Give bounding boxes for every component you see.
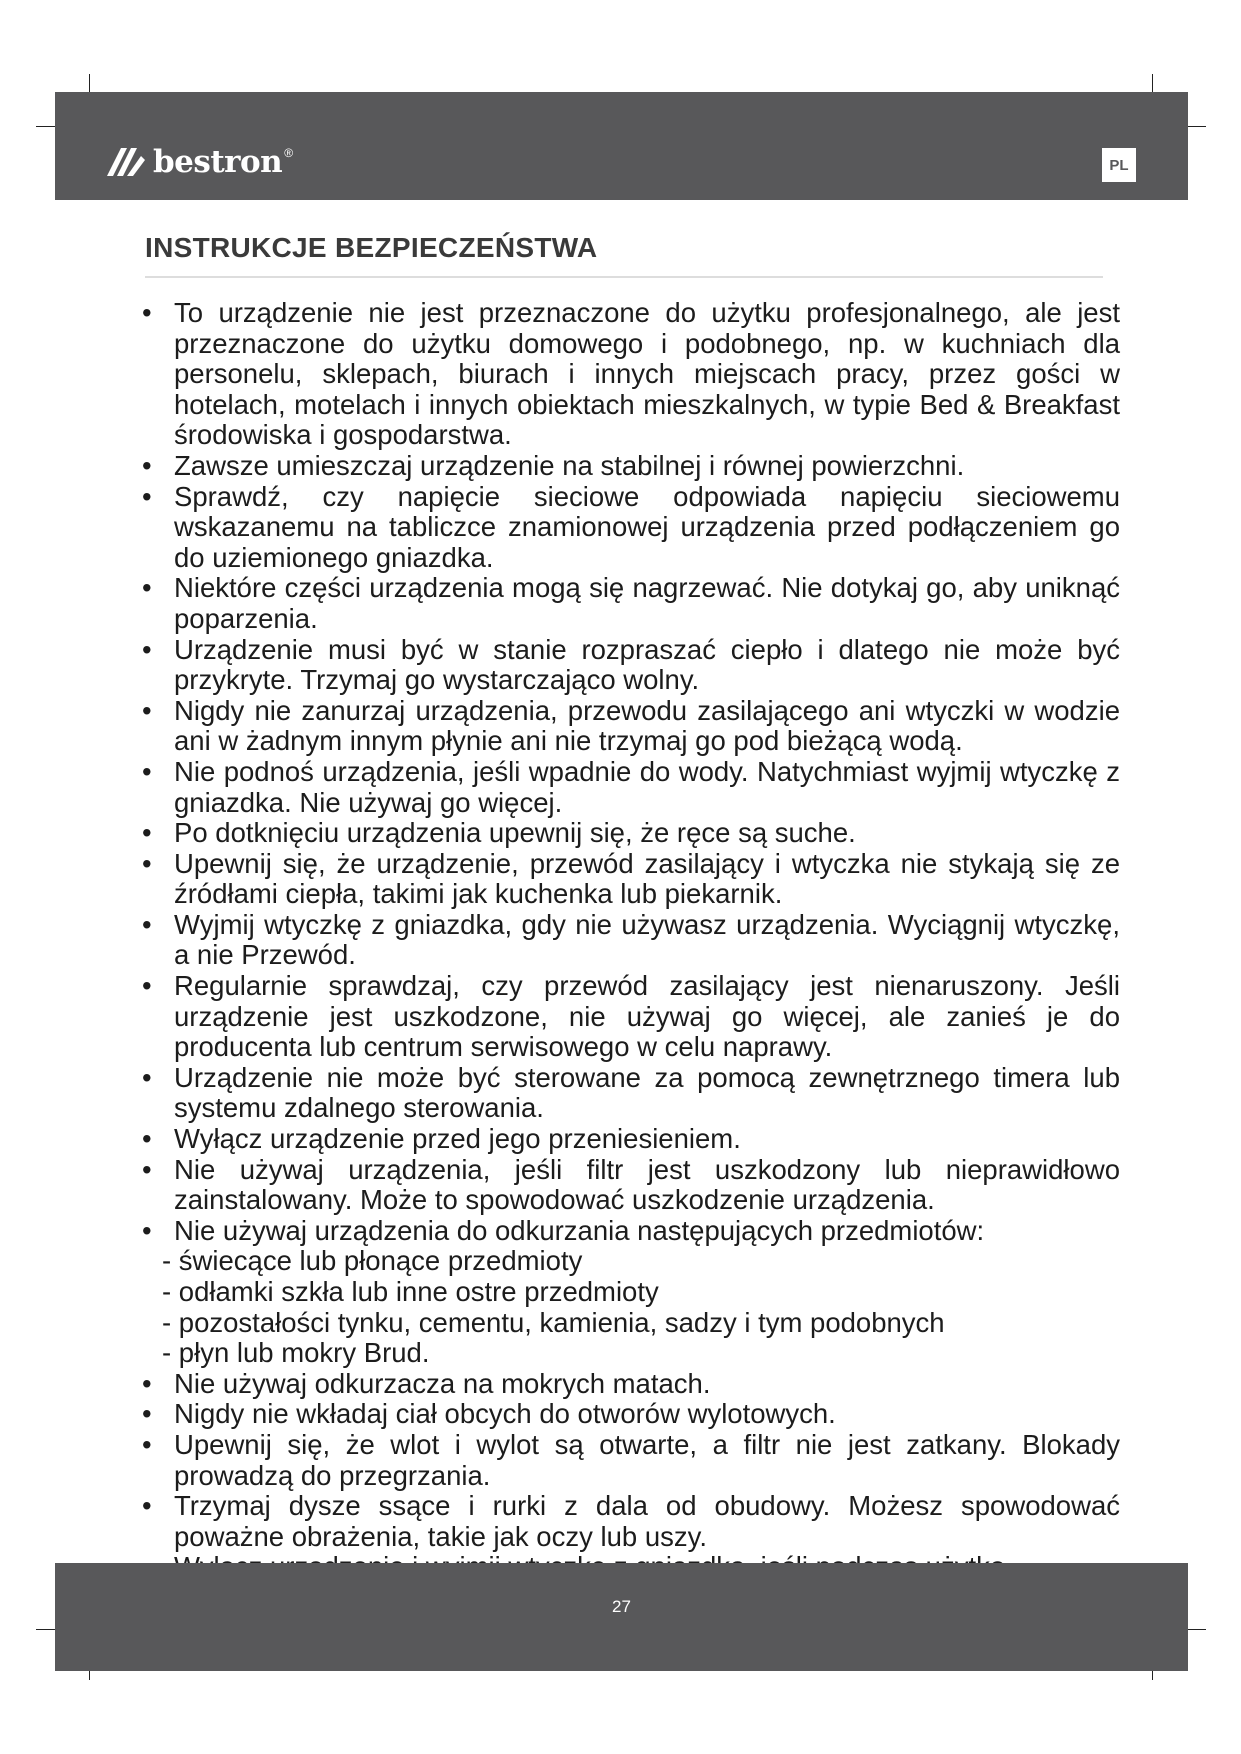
sub-list-item: - płyn lub mokry Brud. (162, 1337, 430, 1369)
sub-list-item: - pozostałości tynku, cementu, kamienia, sadzy i tym podobnych (162, 1306, 945, 1338)
list-item: • Sprawdź, czy napięcie sieciowe odpowiada napięciu sieciowemu wskazanemu na tabliczce znamionowej urządzenia przed podłączeniem go do uziemionego gniazdka. (142, 480, 1120, 573)
list-item: • Wyjmij wtyczkę z gniazdka, gdy nie używasz urządzenia. Wyciągnij wtyczkę, a nie Przewód. (142, 908, 1120, 971)
list-item: • Po dotknięciu urządzenia upewnij się, że ręce są suche. (142, 817, 856, 849)
page-number: 27 (612, 1597, 631, 1616)
list-item: • Upewnij się, że wlot i wylot są otwarte, a filtr nie jest zatkany. Blokady prowadzą do przegrzania. (142, 1428, 1120, 1491)
list-item: • Zawsze umieszczaj urządzenie na stabilnej i równej powierzchni. (142, 449, 965, 481)
list-item: • Nie używaj odkurzacza na mokrych matach. (142, 1367, 711, 1399)
list-item: • Regularnie sprawdzaj, czy przewód zasilający jest nienaruszony. Jeśli urządzenie jest uszkodzone, nie używaj go więcej, ale zanieś je do producenta lub centrum serwisowego w celu naprawy. (142, 970, 1120, 1063)
list-item: • Upewnij się, że urządzenie, przewód zasilający i wtyczka nie stykają się ze źródłami ciepła, takimi jak kuchenka lub piekarnik. (142, 847, 1120, 910)
list-item: • Nie podnoś urządzenia, jeśli wpadnie do wody. Natychmiast wyjmij wtyczkę z gniazdka. Nie używaj go więcej. (142, 755, 1120, 818)
list-item: • Nigdy nie zanurzaj urządzenia, przewodu zasilającego ani wtyczki w wodzie ani w żadnym innym płynie ani nie trzymaj go pod bieżącą wodą. (142, 694, 1120, 757)
header-band (55, 92, 1188, 200)
list-item: • Urządzenie nie może być sterowane za pomocą zewnętrznego timera lub systemu zdalnego sterowania. (142, 1061, 1120, 1124)
safety-list (140, 298, 1120, 1583)
sub-list-item: - świecące lub płonące przedmioty (162, 1245, 583, 1277)
list-item: • Nie używaj urządzenia do odkurzania następujących przedmiotów: (142, 1214, 985, 1246)
list-item: • Nigdy nie wkładaj ciał obcych do otworów wylotowych. (142, 1398, 836, 1430)
list-item: • Urządzenie musi być w stanie rozpraszać ciepło i dlatego nie może być przykryte. Trzymaj go wystarczająco wolny. (142, 633, 1120, 696)
list-item: • Niektóre części urządzenia mogą się nagrzewać. Nie dotykaj go, aby uniknąć poparzenia. (142, 572, 1120, 634)
list-item: • Nie używaj urządzenia, jeśli filtr jest uszkodzony lub nieprawidłowo zainstalowany. Może to spowodować uszkodzenie urządzenia. (142, 1153, 1120, 1216)
brand-logo (105, 142, 293, 182)
registered-mark: ® (284, 146, 294, 160)
sub-list-item: - odłamki szkła lub inne ostre przedmioty (162, 1276, 659, 1307)
brand-name: bestron (153, 144, 283, 180)
list-item: • To urządzenie nie jest przeznaczone do użytku profesjonalnego, ale jest przeznaczone do użytku domowego i podobnego, np. w kuchniach dla personelu, sklepach, biurach i innych miejscach pracy, przez gości w hotelach, motelach i innych obiektach mieszkalnych, w typie Bed & Breakfast środowiska i gospodarstwa. (142, 297, 1120, 451)
list-item: • Trzymaj dysze ssące i rurki z dala od obudowy. Możesz spowodować poważne obrażenia, takie jak oczy lub uszy. (142, 1490, 1120, 1552)
list-item: • Wyłącz urządzenie przed jego przeniesieniem. (142, 1123, 741, 1155)
title-divider (145, 276, 1103, 278)
page-title: INSTRUKCJE BEZPIECZEŃSTWA (145, 232, 598, 263)
chevrons-icon (105, 142, 145, 182)
footer-band (55, 1563, 1188, 1671)
language-badge: PL (1102, 148, 1136, 182)
